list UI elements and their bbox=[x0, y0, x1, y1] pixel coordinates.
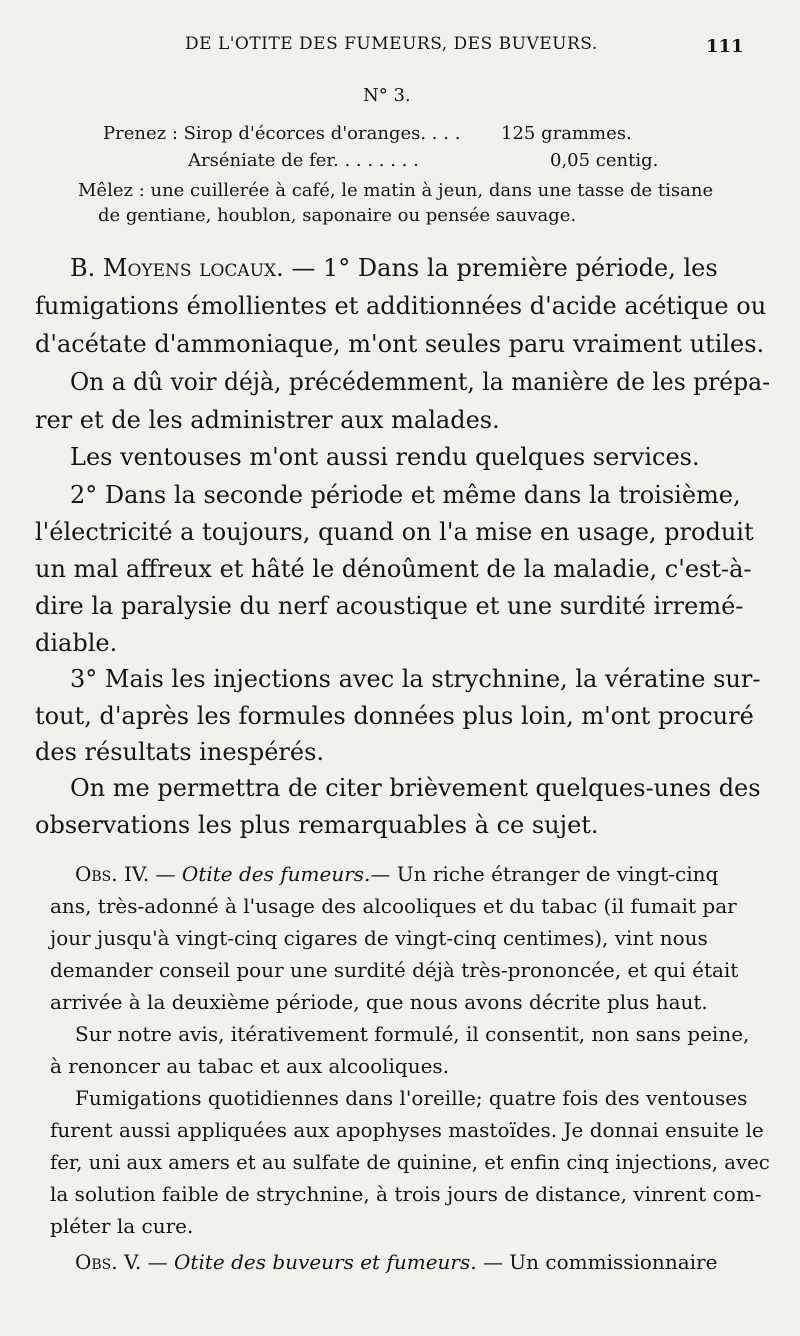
text-line: On a dû voir déjà, précédemment, la manière de les prépa- bbox=[70, 368, 770, 396]
text-line: d'acétate d'ammoniaque, m'ont seules paru vraiment utiles. bbox=[35, 330, 765, 358]
text-line: un mal affreux et hâté le dénoûment de la maladie, c'est-à- bbox=[35, 555, 752, 583]
text-line: jour jusqu'à vingt-cinq cigares de vingt-cinq centimes), vint nous bbox=[50, 926, 708, 950]
obs5-dash: — bbox=[141, 1250, 175, 1274]
text-line: la solution faible de strychnine, à trois jours de distance, vinrent com- bbox=[50, 1182, 762, 1206]
text-line: fumigations émollientes et additionnées d'acide acétique ou bbox=[35, 292, 767, 320]
text-line: furent aussi appliquées aux apophyses mastoïdes. Je donnai ensuite le bbox=[50, 1118, 764, 1142]
text-line: arrivée à la deuxième période, que nous avons décrite plus haut. bbox=[50, 990, 708, 1014]
formula-number: N° 3. bbox=[363, 85, 411, 106]
ingredient-1-text: Prenez : Sirop d'écorces d'oranges. . . . bbox=[103, 123, 461, 144]
obs4-title: Otite des fumeurs. bbox=[181, 862, 371, 886]
obs5-label: Obs. V. bbox=[75, 1250, 142, 1274]
ingredient-2-text: Arséniate de fer. . . . . . . . bbox=[188, 150, 419, 171]
text-line: fer, uni aux amers et au sulfate de quinine, et enfin cinq injections, avec bbox=[50, 1150, 770, 1174]
text-line: tout, d'après les formules données plus loin, m'ont procuré bbox=[35, 702, 754, 730]
formula-instructions-line: de gentiane, houblon, saponaire ou pensée sauvage. bbox=[98, 205, 577, 226]
text-line: ans, très-adonné à l'usage des alcooliques et du tabac (il fumait par bbox=[50, 894, 737, 918]
formula-ingredient-1 bbox=[103, 123, 632, 144]
text-line: demander conseil pour une surdité déjà très-prononcée, et qui était bbox=[50, 958, 739, 982]
ingredient-2-qty: 0,05 centig. bbox=[550, 150, 659, 171]
obs4-label: Obs. IV. bbox=[75, 862, 150, 886]
text-line: diable. bbox=[35, 629, 118, 657]
text-line: 3° Mais les injections avec la strychnine, la vératine sur- bbox=[70, 665, 761, 693]
text-line: pléter la cure. bbox=[50, 1214, 194, 1238]
text-line: observations les plus remarquables à ce sujet. bbox=[35, 811, 599, 839]
running-header bbox=[0, 30, 800, 60]
obs4-first-text: — Un riche étranger de vingt-cinq bbox=[370, 862, 719, 886]
text-line: dire la paralysie du nerf acoustique et une surdité irremé- bbox=[35, 592, 744, 620]
obs5-first-line bbox=[75, 1250, 717, 1274]
ingredient-1-qty: 125 grammes. bbox=[501, 123, 632, 144]
running-title: DE L'OTITE DES FUMEURS, DES BUVEURS. bbox=[185, 34, 598, 54]
text-line: rer et de les administrer aux malades. bbox=[35, 406, 500, 434]
text-line: l'électricité a toujours, quand on l'a mise en usage, produit bbox=[35, 518, 754, 546]
text-line: 2° Dans la seconde période et même dans la troisième, bbox=[70, 481, 741, 509]
text-line: Les ventouses m'ont aussi rendu quelques services. bbox=[70, 443, 700, 471]
obs4-dash: — bbox=[149, 862, 182, 886]
obs5-title: Otite des buveurs et fumeurs. bbox=[174, 1250, 477, 1274]
text-line: à renoncer au tabac et aux alcooliques. bbox=[50, 1054, 450, 1078]
formula-ingredient-2 bbox=[188, 150, 659, 171]
obs5-first-text: — Un commissionnaire bbox=[476, 1250, 718, 1274]
section-b-first-line bbox=[70, 254, 718, 282]
section-b-label: B. Moyens locaux. bbox=[70, 254, 284, 282]
formula-instructions-line: Mêlez : une cuillerée à café, le matin à jeun, dans une tasse de tisane bbox=[78, 180, 714, 201]
text-line: On me permettra de citer brièvement quelques-unes des bbox=[70, 774, 761, 802]
text-line: des résultats inespérés. bbox=[35, 738, 325, 766]
section-b-first-text: — 1° Dans la première période, les bbox=[283, 254, 718, 282]
text-line: Fumigations quotidiennes dans l'oreille; quatre fois des ventouses bbox=[75, 1086, 748, 1110]
page-number: 111 bbox=[706, 36, 744, 57]
text-line: Sur notre avis, itérativement formulé, il consentit, non sans peine, bbox=[75, 1022, 750, 1046]
obs4-first-line bbox=[75, 862, 718, 886]
